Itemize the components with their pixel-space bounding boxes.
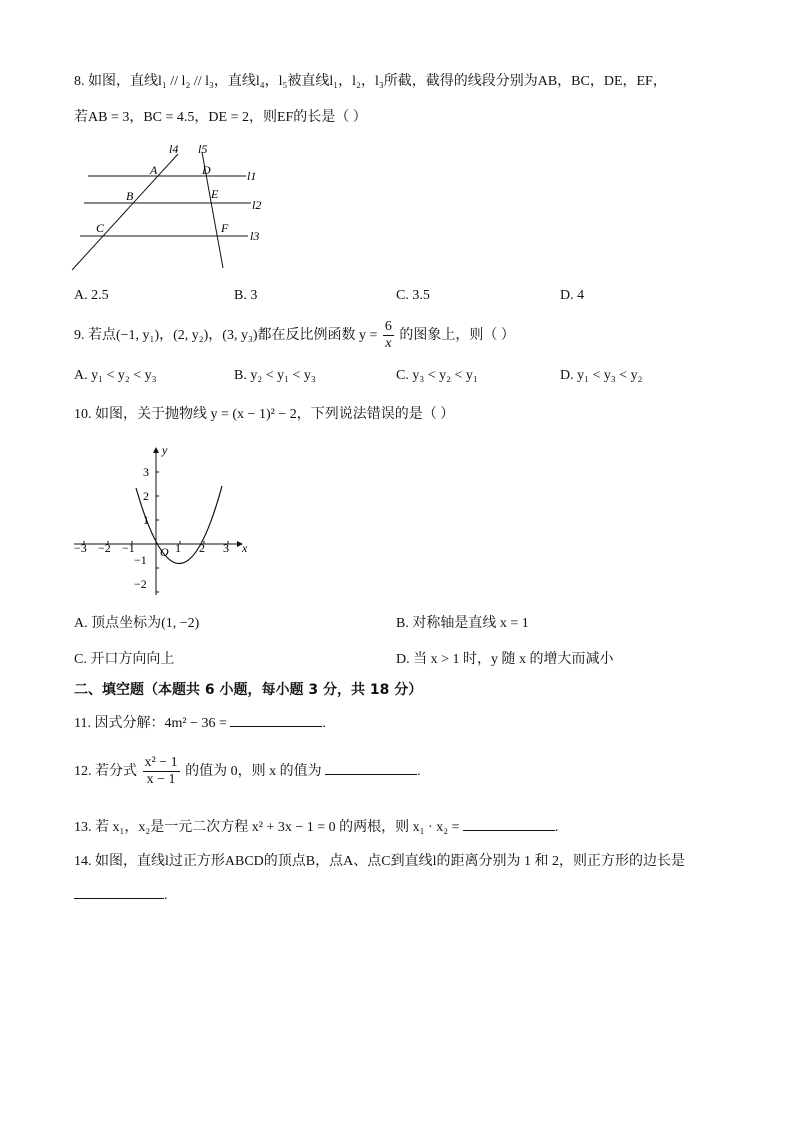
xtick-neg3: −3 [74, 541, 87, 555]
q14-line2 [74, 884, 168, 906]
q12-suffix: 的值为 0，则 x 的值为 [185, 764, 322, 779]
label-l1: l1 [247, 169, 257, 183]
q12-prefix: 12. 若分式 [74, 764, 137, 779]
label-origin: O [160, 545, 169, 559]
xtick-2: 2 [199, 541, 205, 555]
ytick-1: 1 [143, 513, 149, 527]
label-C: C [96, 221, 105, 235]
section-heading-fill-in: 二、填空题（本题共 6 小题，每小题 3 分，共 18 分） [74, 682, 423, 698]
ytick-2: 2 [143, 489, 149, 503]
q8-line1: 8. 如图，直线l₁ // l₂ // l₃，直线l₄，l₅被直线l₁，l₂，l₃所截，截得的线段分别为AB，BC，DE，EF， [74, 74, 667, 89]
q9-text-prefix: 9. 若点(−1, y₁)，(2, y₂)，(3, y₃)都在反比例函数 y = [74, 328, 378, 343]
q9-text-suffix: 的图象上，则（ ） [399, 328, 515, 343]
q10-stem: 10. 如图，关于抛物线 y = (x − 1)² − 2，下列说法错误的是（ ） [74, 407, 455, 422]
q14-answer-blank[interactable] [74, 884, 164, 899]
label-x-axis: x [242, 541, 248, 555]
q11-text: 11. 因式分解：4m² − 36 = [74, 716, 227, 731]
q11-end: . [322, 716, 326, 731]
label-y-axis: y [162, 443, 168, 457]
q11-answer-blank[interactable] [230, 712, 322, 727]
q10-option-d: D. 当 x > 1 时，y 随 x 的增大而减小 [396, 652, 614, 667]
label-D: D [202, 163, 211, 177]
label-l2: l2 [252, 198, 262, 212]
q10-option-a: A. 顶点坐标为(1, −2) [74, 616, 200, 631]
xtick-1: 1 [175, 541, 181, 555]
q10-parabola-graph [70, 440, 260, 600]
q9-option-b: B. y₂ < y₁ < y₃ [234, 368, 316, 383]
q12-end: . [417, 764, 421, 779]
q13-end: . [554, 820, 559, 835]
label-l5: l5 [198, 142, 208, 156]
q12-frac-num: x² − 1 [144, 755, 178, 771]
q13-answer-blank[interactable] [463, 816, 555, 831]
q12-frac-den: x − 1 [146, 772, 176, 788]
q12-answer-blank[interactable] [325, 760, 417, 775]
xtick-neg1: −1 [122, 541, 135, 555]
q14-line1: 14. 如图，直线l过正方形ABCD的顶点B，点A、点C到直线l的距离分别为 1 和 2，则正方形的边长是 [74, 854, 685, 869]
q9-fraction [383, 319, 394, 352]
q8-parallel-lines-figure [66, 140, 276, 275]
q9-frac-den: x [385, 336, 392, 352]
xtick-3: 3 [223, 541, 229, 555]
q9-option-c: C. y₃ < y₂ < y₁ [396, 368, 478, 383]
xtick-neg2: −2 [98, 541, 111, 555]
q9-frac-num: 6 [384, 319, 392, 335]
q8-option-c: C. 3.5 [396, 288, 430, 303]
q14-end: . [164, 888, 168, 903]
label-l4: l4 [169, 142, 179, 156]
label-F: F [221, 221, 229, 235]
label-l3: l3 [250, 229, 260, 243]
q12-stem [74, 752, 421, 792]
label-E: E [211, 187, 219, 201]
q10-option-b: B. 对称轴是直线 x = 1 [396, 616, 529, 631]
line-l4 [72, 154, 178, 270]
q9-stem [74, 318, 515, 354]
label-A: A [150, 163, 158, 177]
ytick-neg1: −1 [134, 553, 147, 567]
q12-fraction [143, 755, 180, 788]
q8-option-a: A. 2.5 [74, 288, 109, 303]
ytick-neg2: −2 [134, 577, 147, 591]
q13-stem [74, 816, 558, 838]
q11-stem [74, 712, 326, 734]
q8-line2: 若AB = 3，BC = 4.5，DE = 2，则EF的长是（ ） [74, 110, 367, 125]
ytick-3: 3 [143, 465, 149, 479]
q8-option-d: D. 4 [560, 288, 585, 303]
label-B: B [126, 189, 134, 203]
q10-option-c: C. 开口方向向上 [74, 652, 175, 667]
q9-option-d: D. y₁ < y₃ < y₂ [560, 368, 643, 383]
q9-option-a: A. y₁ < y₂ < y₃ [74, 368, 157, 383]
q8-option-b: B. 3 [234, 288, 258, 303]
q13-text: 13. 若 x₁，x₂是一元二次方程 x² + 3x − 1 = 0 的两根，则 x₁ · x₂ = [74, 820, 460, 835]
